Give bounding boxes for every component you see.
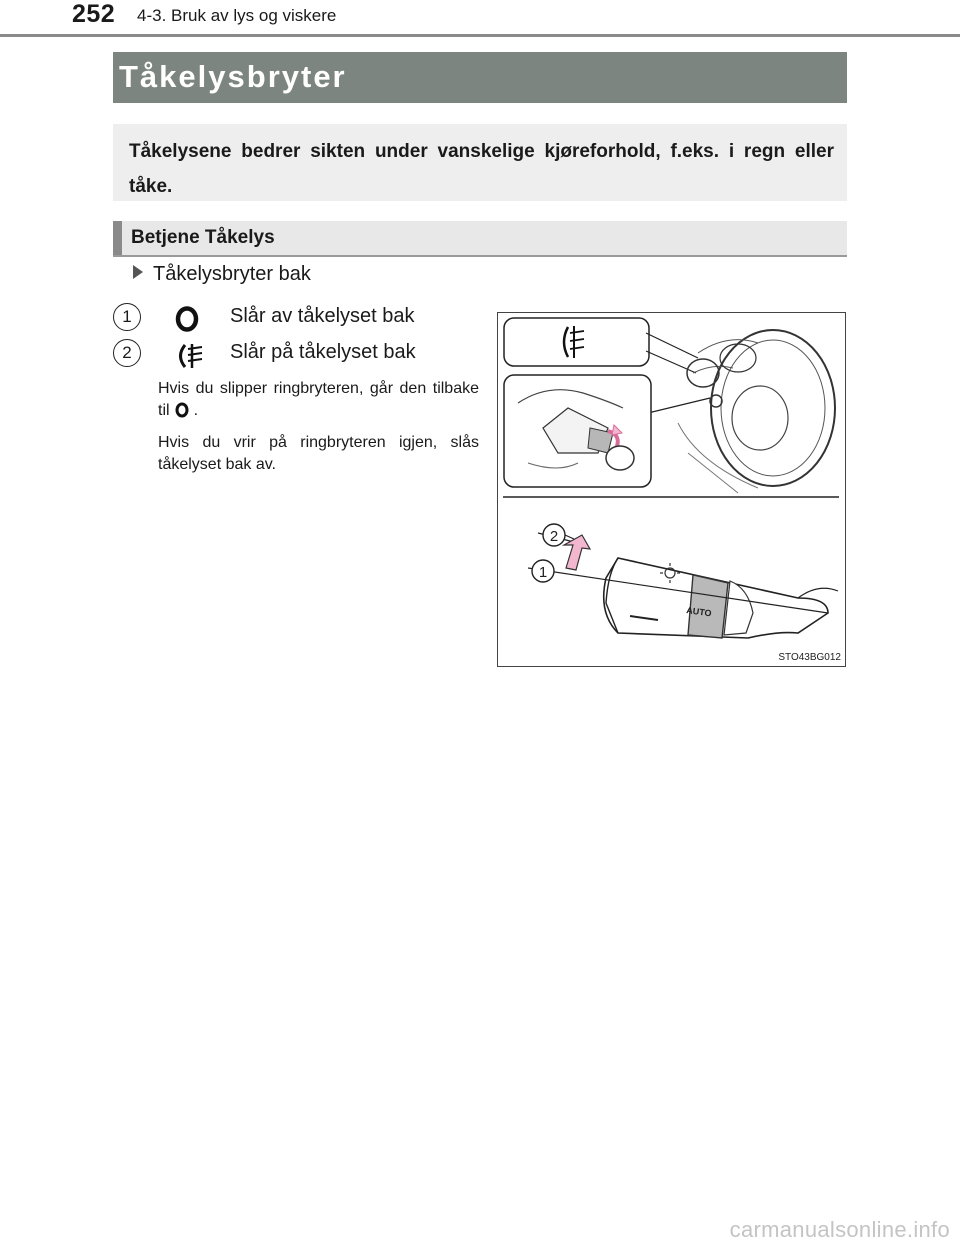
fog-light-off-icon (174, 402, 190, 425)
steering-switch-illustration (498, 313, 844, 665)
subsection-label: Betjene Tåkelys (131, 227, 275, 248)
note-text-end: . (193, 402, 199, 419)
bullet-triangle-icon (133, 265, 143, 279)
header-rule (0, 34, 960, 37)
note-2: Hvis du vrir på ringbryteren igjen, slås tåkelyset bak av. (158, 434, 479, 473)
page-number: 252 (72, 0, 116, 28)
watermark: carmanualsonline.info (729, 1217, 950, 1242)
intro-box (113, 124, 847, 201)
bullet-heading (133, 263, 311, 286)
item-2 (113, 339, 493, 373)
title-bar (113, 52, 847, 103)
bullet-text: Tåkelysbryter bak (153, 263, 311, 285)
running-head: 4-3. Bruk av lys og viskere (137, 6, 337, 25)
item-number: 2 (113, 339, 141, 367)
subsection-heading (113, 221, 847, 257)
item-number: 1 (113, 303, 141, 331)
rear-fog-light-icon (173, 341, 207, 376)
note-text: Hvis du slipper ringbryteren, går den tilbake til (158, 380, 479, 419)
note-1 (158, 378, 479, 425)
page-title: Tåkelysbryter (119, 59, 347, 94)
figure-caption: STO43BG012 (778, 652, 841, 663)
subsection-marker (113, 221, 122, 255)
item-1 (113, 303, 493, 337)
item-text: Slår av tåkelyset bak (230, 305, 415, 327)
figure-illustration (497, 312, 846, 667)
intro-text: Tåkelysene bedrer sikten under vanskelige kjøreforhold, f.eks. i regn eller tåke. (129, 141, 834, 197)
switch-auto-label: AUTO (685, 605, 713, 619)
item-text: Slår på tåkelyset bak (230, 341, 416, 363)
svg-text:1: 1 (538, 564, 548, 581)
fog-light-off-icon (173, 305, 201, 338)
svg-text:2: 2 (549, 528, 559, 545)
